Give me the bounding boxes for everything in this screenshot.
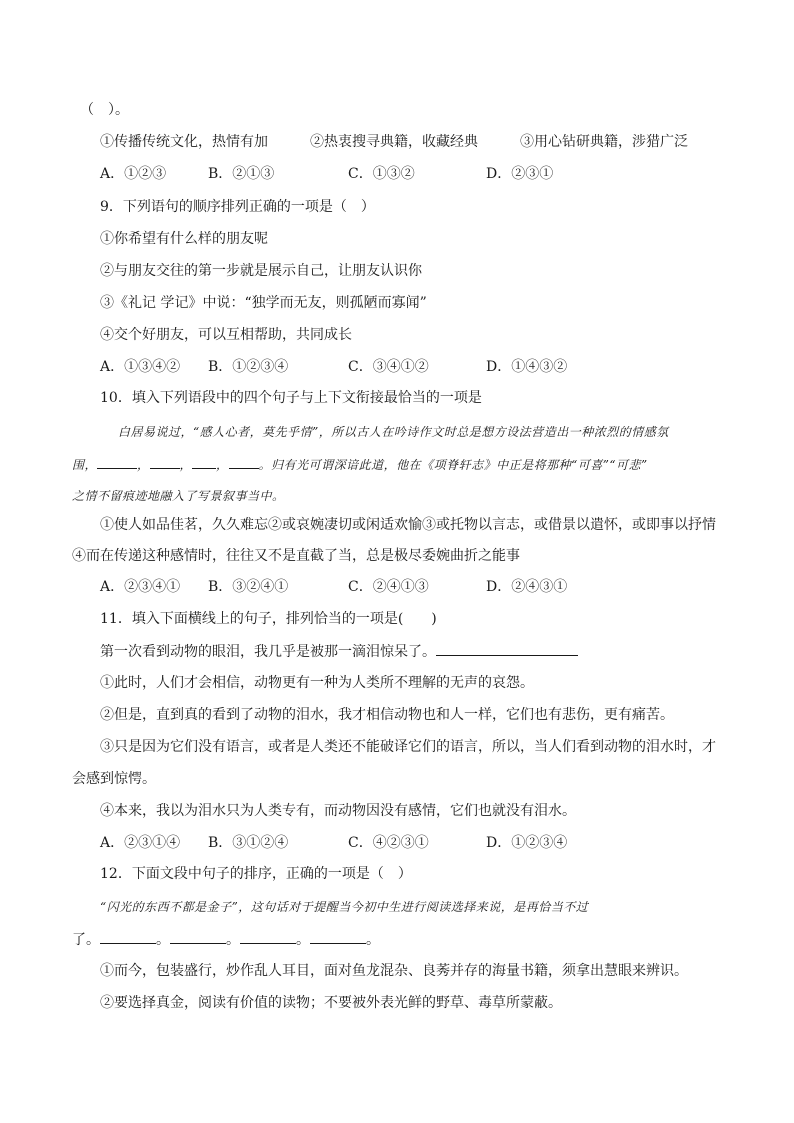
q8-option-c[interactable]: C．①③② <box>348 166 415 182</box>
q11-intro-text: 第一次看到动物的眼泪，我几乎是被那一滴泪惊呆了。 <box>100 644 436 660</box>
q11-sentence-3a: ③只是因为它们没有语言，或者是人类还不能破译它们的语言，所以，当人们看到动物的泪水时，才 <box>100 739 716 755</box>
q11-option-d[interactable]: D．①②③④ <box>486 835 568 851</box>
q8-items: ①传播传统文化，热情有加 ②热衷搜寻典籍，收藏经典 ③用心钻研典籍，涉猎广泛 <box>100 134 688 150</box>
q12-blank-2[interactable] <box>170 929 226 944</box>
q10-stem: 10．填入下列语段中的四个句子与上下文衔接最恰当的一项是 <box>100 390 482 406</box>
q9-sentence-1: ①你希望有什么样的朋友呢 <box>100 231 268 247</box>
q10-option-b[interactable]: B．③②④① <box>208 579 289 595</box>
q10-passage-line-1: 白居易说过，“感人心者，莫先乎情”，所以古人在吟诗作文时总是想方设法营造出一种浓烈的情感氛 <box>118 425 669 439</box>
q12-blank-1[interactable] <box>100 929 156 944</box>
q11-sentence-4: ④本来，我以为泪水只为人类专有，而动物因没有感情，它们也就没有泪水。 <box>100 803 576 819</box>
q12-sentence-1: ①而今，包装盛行，炒作乱人耳目，面对鱼龙混杂、良莠并存的海量书籍，须拿出慧眼来辨识。 <box>100 963 688 979</box>
q11-option-b[interactable]: B．③①②④ <box>208 835 289 851</box>
q9-option-c[interactable]: C．③④①② <box>348 359 429 375</box>
q8-stem-tail: （ ）。 <box>80 102 129 118</box>
q11-sentence-3b: 会感到惊愕。 <box>72 771 156 787</box>
q12-blank-sep: 。 <box>226 932 240 948</box>
q9-stem: 9．下列语句的顺序排列正确的一项是（ ） <box>100 199 375 215</box>
q12-passage-text: 了。 <box>72 932 100 948</box>
q9-sentence-4: ④交个好朋友，可以互相帮助，共同成长 <box>100 327 352 343</box>
q11-option-a[interactable]: A．②③①④ <box>100 835 181 851</box>
q10-option-c[interactable]: C．②④①③ <box>348 579 429 595</box>
q11-blank[interactable] <box>436 641 578 656</box>
q10-choice-line-2: ④而在传递这种感情时，往往又不是直截了当，总是极尽委婉曲折之能事 <box>72 548 520 564</box>
q10-blank-2[interactable] <box>150 454 180 469</box>
q12-sentence-2: ②要选择真金，阅读有价值的读物；不要被外表光鲜的野草、毒草所蒙蔽。 <box>100 995 562 1011</box>
q10-blank-3[interactable] <box>192 454 216 469</box>
q12-blank-sep: 。 <box>296 932 310 948</box>
q10-passage-text: 围， <box>72 458 98 472</box>
q9-option-a[interactable]: A．①③④② <box>100 359 181 375</box>
q10-passage-text: 。归有光可谓深谙此道，他在《项脊轩志》中正是将那种“可喜”“可悲” <box>258 458 648 472</box>
q9-sentence-3: ③《礼记 学记》中说：“独学而无友，则孤陋而寡闻” <box>100 295 427 311</box>
q10-blank-1[interactable] <box>97 454 137 469</box>
q9-option-d[interactable]: D．①④③② <box>486 359 568 375</box>
q12-passage-line-1: “闪光的东西不都是金子”，这句话对于提醒当今初中生进行阅读选择来说，是再恰当不过 <box>100 900 589 914</box>
q12-passage-line-2 <box>72 929 380 950</box>
q12-blank-sep: 。 <box>156 932 170 948</box>
q10-blank-sep: ， <box>179 458 193 472</box>
q12-stem: 12．下面文段中句子的排序，正确的一项是（ ） <box>100 866 412 882</box>
q11-sentence-1: ①此时，人们才会相信，动物更有一种为人类所不理解的无声的哀怨。 <box>100 675 534 691</box>
q10-choice-line-1: ①使人如品佳茗，久久难忘②或哀婉凄切或闲适欢愉③或托物以言志，或借景以遣怀，或即事以抒情 <box>100 517 716 533</box>
q11-stem: 11．填入下面横线上的句子，排列恰当的一项是( ) <box>100 611 437 627</box>
q10-option-a[interactable]: A．②③④① <box>100 579 181 595</box>
q10-passage-line-3: 之情不留痕迹地融入了写景叙事当中。 <box>72 489 285 503</box>
q8-option-b[interactable]: B．②①③ <box>208 166 275 182</box>
q11-sentence-2: ②但是，直到真的看到了动物的泪水，我才相信动物也和人一样，它们也有悲伤，更有痛苦。 <box>100 707 674 723</box>
q9-option-b[interactable]: B．①②③④ <box>208 359 289 375</box>
q10-passage-line-2 <box>72 454 648 475</box>
q8-option-d[interactable]: D．②③① <box>486 166 554 182</box>
q12-blank-3[interactable] <box>240 929 296 944</box>
q10-blank-4[interactable] <box>229 454 259 469</box>
q10-blank-sep: ， <box>137 458 150 472</box>
q12-blank-4[interactable] <box>310 929 366 944</box>
q11-option-c[interactable]: C．④②③① <box>348 835 429 851</box>
q9-sentence-2: ②与朋友交往的第一步就是展示自己，让朋友认识你 <box>100 263 422 279</box>
q8-option-a[interactable]: A．①②③ <box>100 166 167 182</box>
q10-option-d[interactable]: D．②④③① <box>486 579 568 595</box>
q10-blank-sep: ， <box>216 458 229 472</box>
q12-blank-sep: 。 <box>366 932 380 948</box>
q11-intro <box>100 641 578 662</box>
